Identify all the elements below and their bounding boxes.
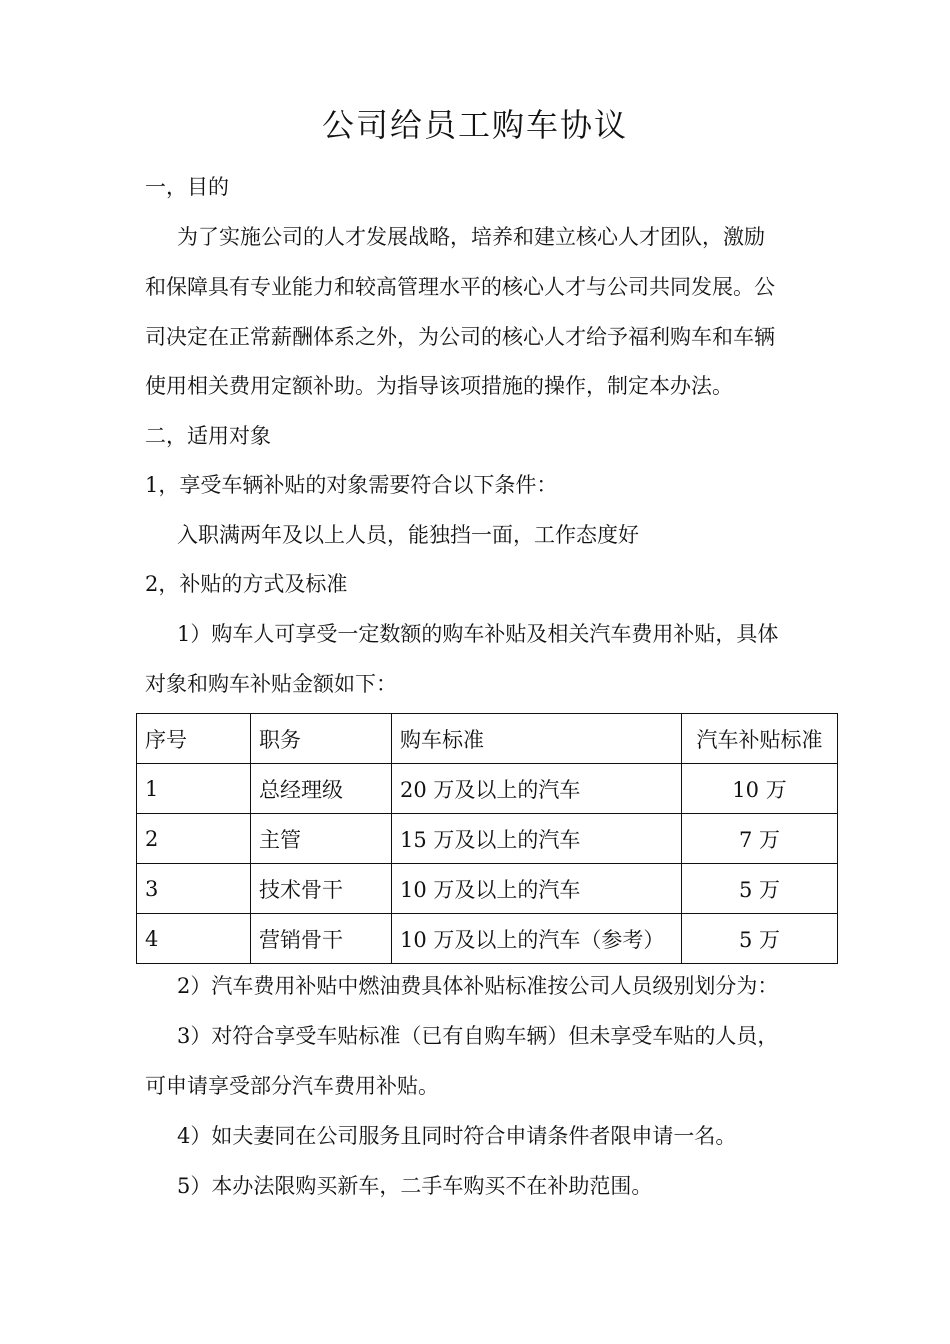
table-header-row	[137, 714, 838, 764]
subsidy-method-item: 2，补贴的方式及标准	[145, 572, 348, 596]
note-5: 5）本办法限购买新车，二手车购买不在补助范围。	[177, 1174, 653, 1198]
purpose-line-4: 使用相关费用定额补助。为指导该项措施的操作，制定本办法。	[145, 374, 733, 398]
cell-subsidy: 5 万	[682, 864, 838, 914]
cell-subsidy: 7 万	[682, 814, 838, 864]
table-row	[137, 864, 838, 914]
section-1-heading: 一，目的	[145, 175, 229, 199]
table-row	[137, 814, 838, 864]
cell-seq: 1	[137, 764, 251, 814]
document-title: 公司给员工购车协议	[321, 106, 628, 144]
cell-car-standard: 15 万及以上的汽车	[392, 814, 682, 864]
note-3-line-2: 可申请享受部分汽车费用补贴。	[145, 1074, 439, 1098]
cell-position: 主管	[251, 814, 392, 864]
section-2-heading: 二，适用对象	[145, 424, 271, 448]
cell-subsidy: 5 万	[682, 914, 838, 964]
note-3-line-1: 3）对符合享受车贴标准（已有自购车辆）但未享受车贴的人员，	[177, 1024, 779, 1048]
subsidy-rule-1-line-2: 对象和购车补贴金额如下：	[145, 672, 397, 696]
cell-seq: 3	[137, 864, 251, 914]
header-seq: 序号	[137, 714, 251, 764]
table-row	[137, 914, 838, 964]
purpose-line-2: 和保障具有专业能力和较高管理水平的核心人才与公司共同发展。公	[145, 275, 775, 299]
header-car-standard: 购车标准	[392, 714, 682, 764]
eligibility-detail: 入职满两年及以上人员，能独挡一面，工作态度好	[177, 523, 639, 547]
purpose-line-3: 司决定在正常薪酬体系之外，为公司的核心人才给予福利购车和车辆	[145, 325, 775, 349]
note-4: 4）如夫妻同在公司服务且同时符合申请条件者限申请一名。	[177, 1124, 737, 1148]
cell-car-standard: 20 万及以上的汽车	[392, 764, 682, 814]
cell-seq: 4	[137, 914, 251, 964]
cell-position: 总经理级	[251, 764, 392, 814]
cell-position: 营销骨干	[251, 914, 392, 964]
eligibility-item: 1，享受车辆补贴的对象需要符合以下条件：	[145, 473, 558, 497]
cell-seq: 2	[137, 814, 251, 864]
header-position: 职务	[251, 714, 392, 764]
note-2: 2）汽车费用补贴中燃油费具体补贴标准按公司人员级别划分为：	[177, 974, 779, 998]
purpose-line-1: 为了实施公司的人才发展战略，培养和建立核心人才团队，激励	[177, 225, 765, 249]
cell-car-standard: 10 万及以上的汽车（参考）	[392, 914, 682, 964]
cell-position: 技术骨干	[251, 864, 392, 914]
cell-car-standard: 10 万及以上的汽车	[392, 864, 682, 914]
cell-subsidy: 10 万	[682, 764, 838, 814]
header-subsidy-standard: 汽车补贴标准	[682, 714, 838, 764]
table-row	[137, 764, 838, 814]
subsidy-table	[136, 713, 838, 964]
subsidy-rule-1-line-1: 1）购车人可享受一定数额的购车补贴及相关汽车费用补贴，具体	[177, 622, 779, 646]
